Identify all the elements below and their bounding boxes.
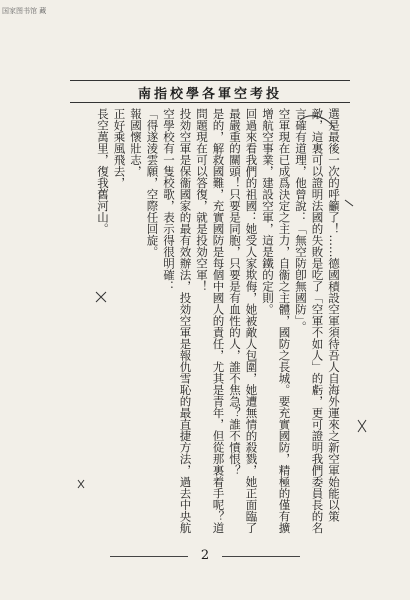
paragraph-4: 是的，解救國難，充實國防是每個中國人的責任，尤其是青年，但從那裏着手呢？道問題現在可以答復，就是投効空軍！ (195, 108, 226, 534)
paragraph-3: 回過來看我們的祖國：她受人家欺侮，她被敵人包圍，她遭無情的殺戮，她正面臨了最嚴重的關頭！只要是同胞，只要是有血性的人，誰不焦急？誰不憤恨？ (228, 108, 259, 534)
song-line-2: 報國懷壯志， (129, 108, 143, 177)
song-line-1: 「得遂淩雲願，空際任回旋。 (145, 108, 160, 258)
page-footer (110, 548, 300, 564)
header-rule-top (70, 80, 350, 81)
paragraph-2: 空軍現在已成爲決定之主力，自衞之主體，國防之長城。要充實國防，精極的僅有擴增航空事業，建設空軍，這是鐵的定則。 (261, 108, 292, 534)
library-stamp: 国家图书馆 藏 (2, 7, 47, 15)
page-number: 2 (200, 548, 210, 563)
header-rule-bottom (70, 102, 350, 103)
vertical-body-text (80, 108, 342, 538)
running-header (70, 80, 350, 104)
footer-rule-right (222, 556, 300, 557)
song-line-3: 正好乘風飛去， (112, 108, 127, 189)
paragraph-5: 投効空軍是保衞國家的最有效辦法，投効空軍是報仇雪恥的最直捷方法，過去中央航空學校有一隻校歌，表示得很明確： (162, 108, 193, 534)
header-title: 南指校學各軍空考投 (137, 87, 282, 102)
footer-rule-left (110, 556, 188, 557)
paragraph-1: 選是最後一次的呼籲了！……德國積設空軍須待吾人自海外運來之新空軍始能以策敵，這裏可以證明法國的失敗是吃了「空軍不如人」的虧，更可證明我們委員長的名言確有道理，他曾說：「無空防卽無國防」。 (294, 108, 341, 534)
song-line-4: 長空萬里，復我舊河山。 (96, 108, 110, 235)
